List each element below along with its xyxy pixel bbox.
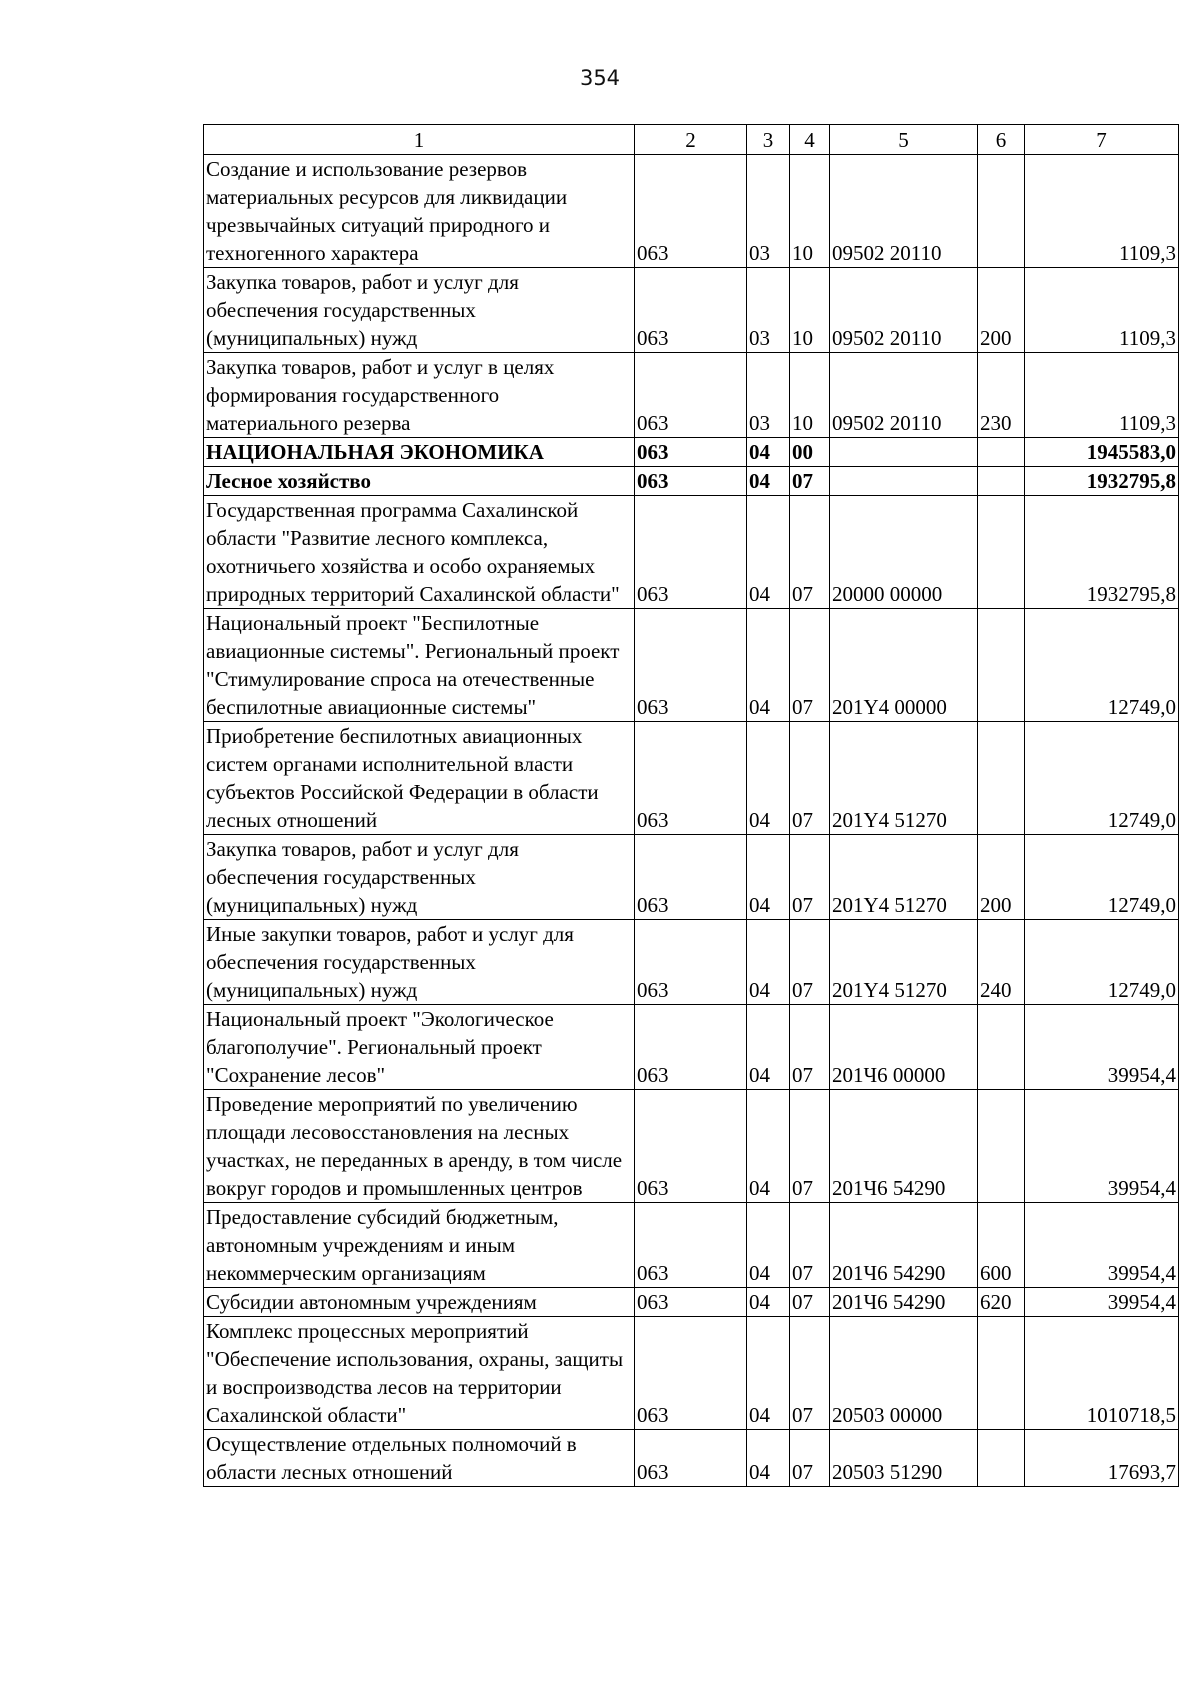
expense-type-code: 200 (978, 835, 1025, 920)
section-code: 03 (747, 155, 790, 268)
row-name: НАЦИОНАЛЬНАЯ ЭКОНОМИКА (204, 438, 635, 467)
ministry-code: 063 (635, 155, 747, 268)
section-code: 04 (747, 438, 790, 467)
row-name: Приобретение беспилотных авиационных систем органами исполнительной власти субъектов Российской Федерации в области лесных отношений (204, 722, 635, 835)
section-code: 04 (747, 1430, 790, 1487)
target-article-code: 201Y4 00000 (830, 609, 978, 722)
ministry-code: 063 (635, 1090, 747, 1203)
table-row (204, 467, 1179, 496)
expense-type-code (978, 467, 1025, 496)
section-code: 04 (747, 1090, 790, 1203)
table-row (204, 496, 1179, 609)
column-header: 4 (790, 125, 830, 155)
amount-value: 12749,0 (1025, 609, 1179, 722)
row-name: Закупка товаров, работ и услуг в целях формирования государственного материального резерва (204, 353, 635, 438)
target-article-code: 201Y4 51270 (830, 920, 978, 1005)
row-name: Проведение мероприятий по увеличению площади лесовосстановления на лесных участках, не переданных в аренду, в том числе вокруг городов и промышленных центров (204, 1090, 635, 1203)
target-article-code: 201Y4 51270 (830, 835, 978, 920)
amount-value: 1945583,0 (1025, 438, 1179, 467)
ministry-code: 063 (635, 1288, 747, 1317)
ministry-code: 063 (635, 496, 747, 609)
ministry-code: 063 (635, 1430, 747, 1487)
ministry-code: 063 (635, 1203, 747, 1288)
row-name: Предоставление субсидий бюджетным, автономным учреждениям и иным некоммерческим организациям (204, 1203, 635, 1288)
column-header: 2 (635, 125, 747, 155)
column-header: 6 (978, 125, 1025, 155)
target-article-code: 201Ч6 00000 (830, 1005, 978, 1090)
target-article-code: 201Y4 51270 (830, 722, 978, 835)
expense-type-code (978, 1317, 1025, 1430)
section-code: 04 (747, 609, 790, 722)
table-row (204, 155, 1179, 268)
column-number-row (204, 125, 1179, 155)
section-code: 04 (747, 1005, 790, 1090)
row-name: Национальный проект "Экологическое благополучие". Региональный проект "Сохранение лесов" (204, 1005, 635, 1090)
subsection-code: 07 (790, 1288, 830, 1317)
expense-type-code (978, 438, 1025, 467)
subsection-code: 07 (790, 609, 830, 722)
row-name: Национальный проект "Беспилотные авиационные системы". Региональный проект "Стимулирование спроса на отечественные беспилотные авиационные системы" (204, 609, 635, 722)
subsection-code: 07 (790, 920, 830, 1005)
target-article-code: 201Ч6 54290 (830, 1090, 978, 1203)
ministry-code: 063 (635, 467, 747, 496)
amount-value: 39954,4 (1025, 1090, 1179, 1203)
row-name: Создание и использование резервов материальных ресурсов для ликвидации чрезвычайных ситуаций природного и техногенного характера (204, 155, 635, 268)
target-article-code: 09502 20110 (830, 155, 978, 268)
expense-type-code: 200 (978, 268, 1025, 353)
amount-value: 1932795,8 (1025, 467, 1179, 496)
section-code: 04 (747, 722, 790, 835)
ministry-code: 063 (635, 722, 747, 835)
subsection-code: 07 (790, 835, 830, 920)
amount-value: 39954,4 (1025, 1288, 1179, 1317)
section-code: 04 (747, 1288, 790, 1317)
table-row (204, 920, 1179, 1005)
subsection-code: 07 (790, 1203, 830, 1288)
table-row (204, 835, 1179, 920)
amount-value: 12749,0 (1025, 722, 1179, 835)
row-name: Закупка товаров, работ и услуг для обеспечения государственных (муниципальных) нужд (204, 835, 635, 920)
amount-value: 1109,3 (1025, 268, 1179, 353)
table-row (204, 609, 1179, 722)
subsection-code: 10 (790, 353, 830, 438)
section-code: 04 (747, 467, 790, 496)
expense-type-code (978, 1430, 1025, 1487)
section-code: 03 (747, 353, 790, 438)
subsection-code: 07 (790, 722, 830, 835)
section-code: 04 (747, 1317, 790, 1430)
expense-type-code (978, 1005, 1025, 1090)
target-article-code: 20503 51290 (830, 1430, 978, 1487)
subsection-code: 07 (790, 467, 830, 496)
table-row (204, 1317, 1179, 1430)
page-number: 354 (579, 66, 621, 90)
expense-type-code (978, 609, 1025, 722)
target-article-code (830, 467, 978, 496)
target-article-code: 09502 20110 (830, 268, 978, 353)
section-code: 04 (747, 835, 790, 920)
amount-value: 17693,7 (1025, 1430, 1179, 1487)
target-article-code (830, 438, 978, 467)
budget-table (203, 124, 1179, 1487)
table-row (204, 1203, 1179, 1288)
table-body (204, 155, 1179, 1487)
table-row (204, 1090, 1179, 1203)
ministry-code: 063 (635, 609, 747, 722)
subsection-code: 07 (790, 1090, 830, 1203)
amount-value: 12749,0 (1025, 920, 1179, 1005)
column-header: 7 (1025, 125, 1179, 155)
amount-value: 12749,0 (1025, 835, 1179, 920)
expense-type-code (978, 155, 1025, 268)
amount-value: 1109,3 (1025, 155, 1179, 268)
section-code: 04 (747, 920, 790, 1005)
ministry-code: 063 (635, 835, 747, 920)
row-name: Государственная программа Сахалинской области "Развитие лесного комплекса, охотничьего хозяйства и особо охраняемых природных территорий Сахалинской области" (204, 496, 635, 609)
ministry-code: 063 (635, 268, 747, 353)
amount-value: 1010718,5 (1025, 1317, 1179, 1430)
target-article-code: 09502 20110 (830, 353, 978, 438)
subsection-code: 10 (790, 268, 830, 353)
subsection-code: 07 (790, 1317, 830, 1430)
target-article-code: 20503 00000 (830, 1317, 978, 1430)
ministry-code: 063 (635, 920, 747, 1005)
table-row (204, 1430, 1179, 1487)
column-header: 3 (747, 125, 790, 155)
section-code: 04 (747, 496, 790, 609)
row-name: Субсидии автономным учреждениям (204, 1288, 635, 1317)
amount-value: 39954,4 (1025, 1005, 1179, 1090)
expense-type-code: 230 (978, 353, 1025, 438)
table-row (204, 268, 1179, 353)
ministry-code: 063 (635, 1317, 747, 1430)
subsection-code: 00 (790, 438, 830, 467)
subsection-code: 07 (790, 1005, 830, 1090)
expense-type-code: 240 (978, 920, 1025, 1005)
table-row (204, 353, 1179, 438)
row-name: Закупка товаров, работ и услуг для обеспечения государственных (муниципальных) нужд (204, 268, 635, 353)
subsection-code: 07 (790, 1430, 830, 1487)
row-name: Комплекс процессных мероприятий "Обеспечение использования, охраны, защиты и воспроизводства лесов на территории Сахалинской области" (204, 1317, 635, 1430)
section-code: 03 (747, 268, 790, 353)
subsection-code: 07 (790, 496, 830, 609)
expense-type-code (978, 496, 1025, 609)
ministry-code: 063 (635, 1005, 747, 1090)
table-row (204, 438, 1179, 467)
ministry-code: 063 (635, 438, 747, 467)
target-article-code: 20000 00000 (830, 496, 978, 609)
section-code: 04 (747, 1203, 790, 1288)
amount-value: 39954,4 (1025, 1203, 1179, 1288)
expense-type-code: 620 (978, 1288, 1025, 1317)
target-article-code: 201Ч6 54290 (830, 1203, 978, 1288)
row-name: Осуществление отдельных полномочий в области лесных отношений (204, 1430, 635, 1487)
expense-type-code (978, 1090, 1025, 1203)
target-article-code: 201Ч6 54290 (830, 1288, 978, 1317)
amount-value: 1109,3 (1025, 353, 1179, 438)
row-name: Иные закупки товаров, работ и услуг для обеспечения государственных (муниципальных) нужд (204, 920, 635, 1005)
table-row (204, 722, 1179, 835)
column-header: 5 (830, 125, 978, 155)
expense-type-code (978, 722, 1025, 835)
row-name: Лесное хозяйство (204, 467, 635, 496)
ministry-code: 063 (635, 353, 747, 438)
subsection-code: 10 (790, 155, 830, 268)
amount-value: 1932795,8 (1025, 496, 1179, 609)
table-row (204, 1005, 1179, 1090)
expense-type-code: 600 (978, 1203, 1025, 1288)
column-header: 1 (204, 125, 635, 155)
table-row (204, 1288, 1179, 1317)
